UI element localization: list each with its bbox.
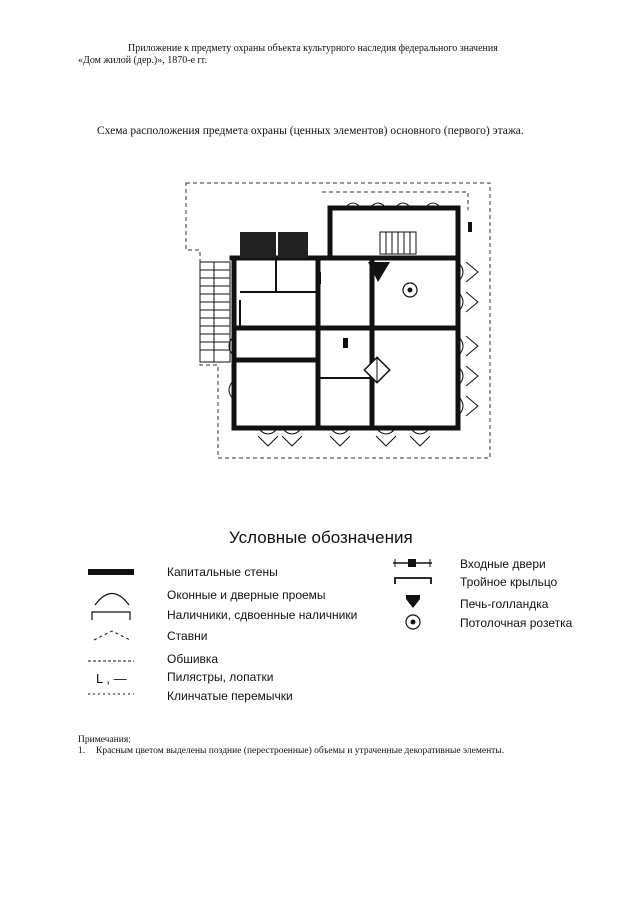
legend-label-pilasters: Пилястры, лопатки — [167, 670, 274, 684]
dutch-stove-symbol — [406, 595, 420, 608]
legend-label-rosette: Потолочная розетка — [460, 616, 573, 630]
legend-label-porch: Тройное крыльцо — [460, 575, 558, 589]
legend-label-cladding: Обшивка — [167, 652, 219, 666]
legend-label-entrance-doors: Входные двери — [460, 557, 546, 571]
legend-label-wedge-lintels: Клинчатые перемычки — [167, 689, 293, 703]
legend-label-shutters: Ставни — [167, 629, 208, 643]
shutter-symbol — [94, 631, 130, 640]
legend-label-openings: Оконные и дверные проемы — [167, 588, 326, 602]
notes-heading: Примечания: — [78, 735, 131, 745]
porch-symbol — [395, 578, 431, 584]
casing-bracket-symbol — [92, 612, 130, 620]
ceiling-rosette-symbol — [406, 615, 420, 629]
opening-arc-symbol — [95, 594, 129, 606]
legend-title: Условные обозначения — [229, 528, 413, 547]
capital-wall-symbol — [88, 569, 134, 575]
header-line-1: Приложение к предмету охраны объекта культурного наследия федерального значения — [128, 43, 498, 54]
pilaster-symbol: L , — — [96, 671, 127, 686]
legend-label-casings: Наличники, сдвоенные наличники — [167, 608, 358, 622]
entrance-door-symbol — [393, 559, 432, 567]
legend-label-stove: Печь-голландка — [460, 597, 549, 611]
note-item-text: Красным цветом выделены поздние (перестроенные) объемы и утраченные декоративные элементы. — [96, 746, 505, 756]
scheme-title: Схема расположения предмета охраны (ценных элементов) основного (первого) этажа. — [97, 125, 524, 137]
note-item-number: 1. — [78, 746, 86, 756]
header-line-2: «Дом жилой (дер.)», 1870-е гг. — [78, 55, 208, 66]
legend-label-capital-walls: Капитальные стены — [167, 565, 278, 579]
